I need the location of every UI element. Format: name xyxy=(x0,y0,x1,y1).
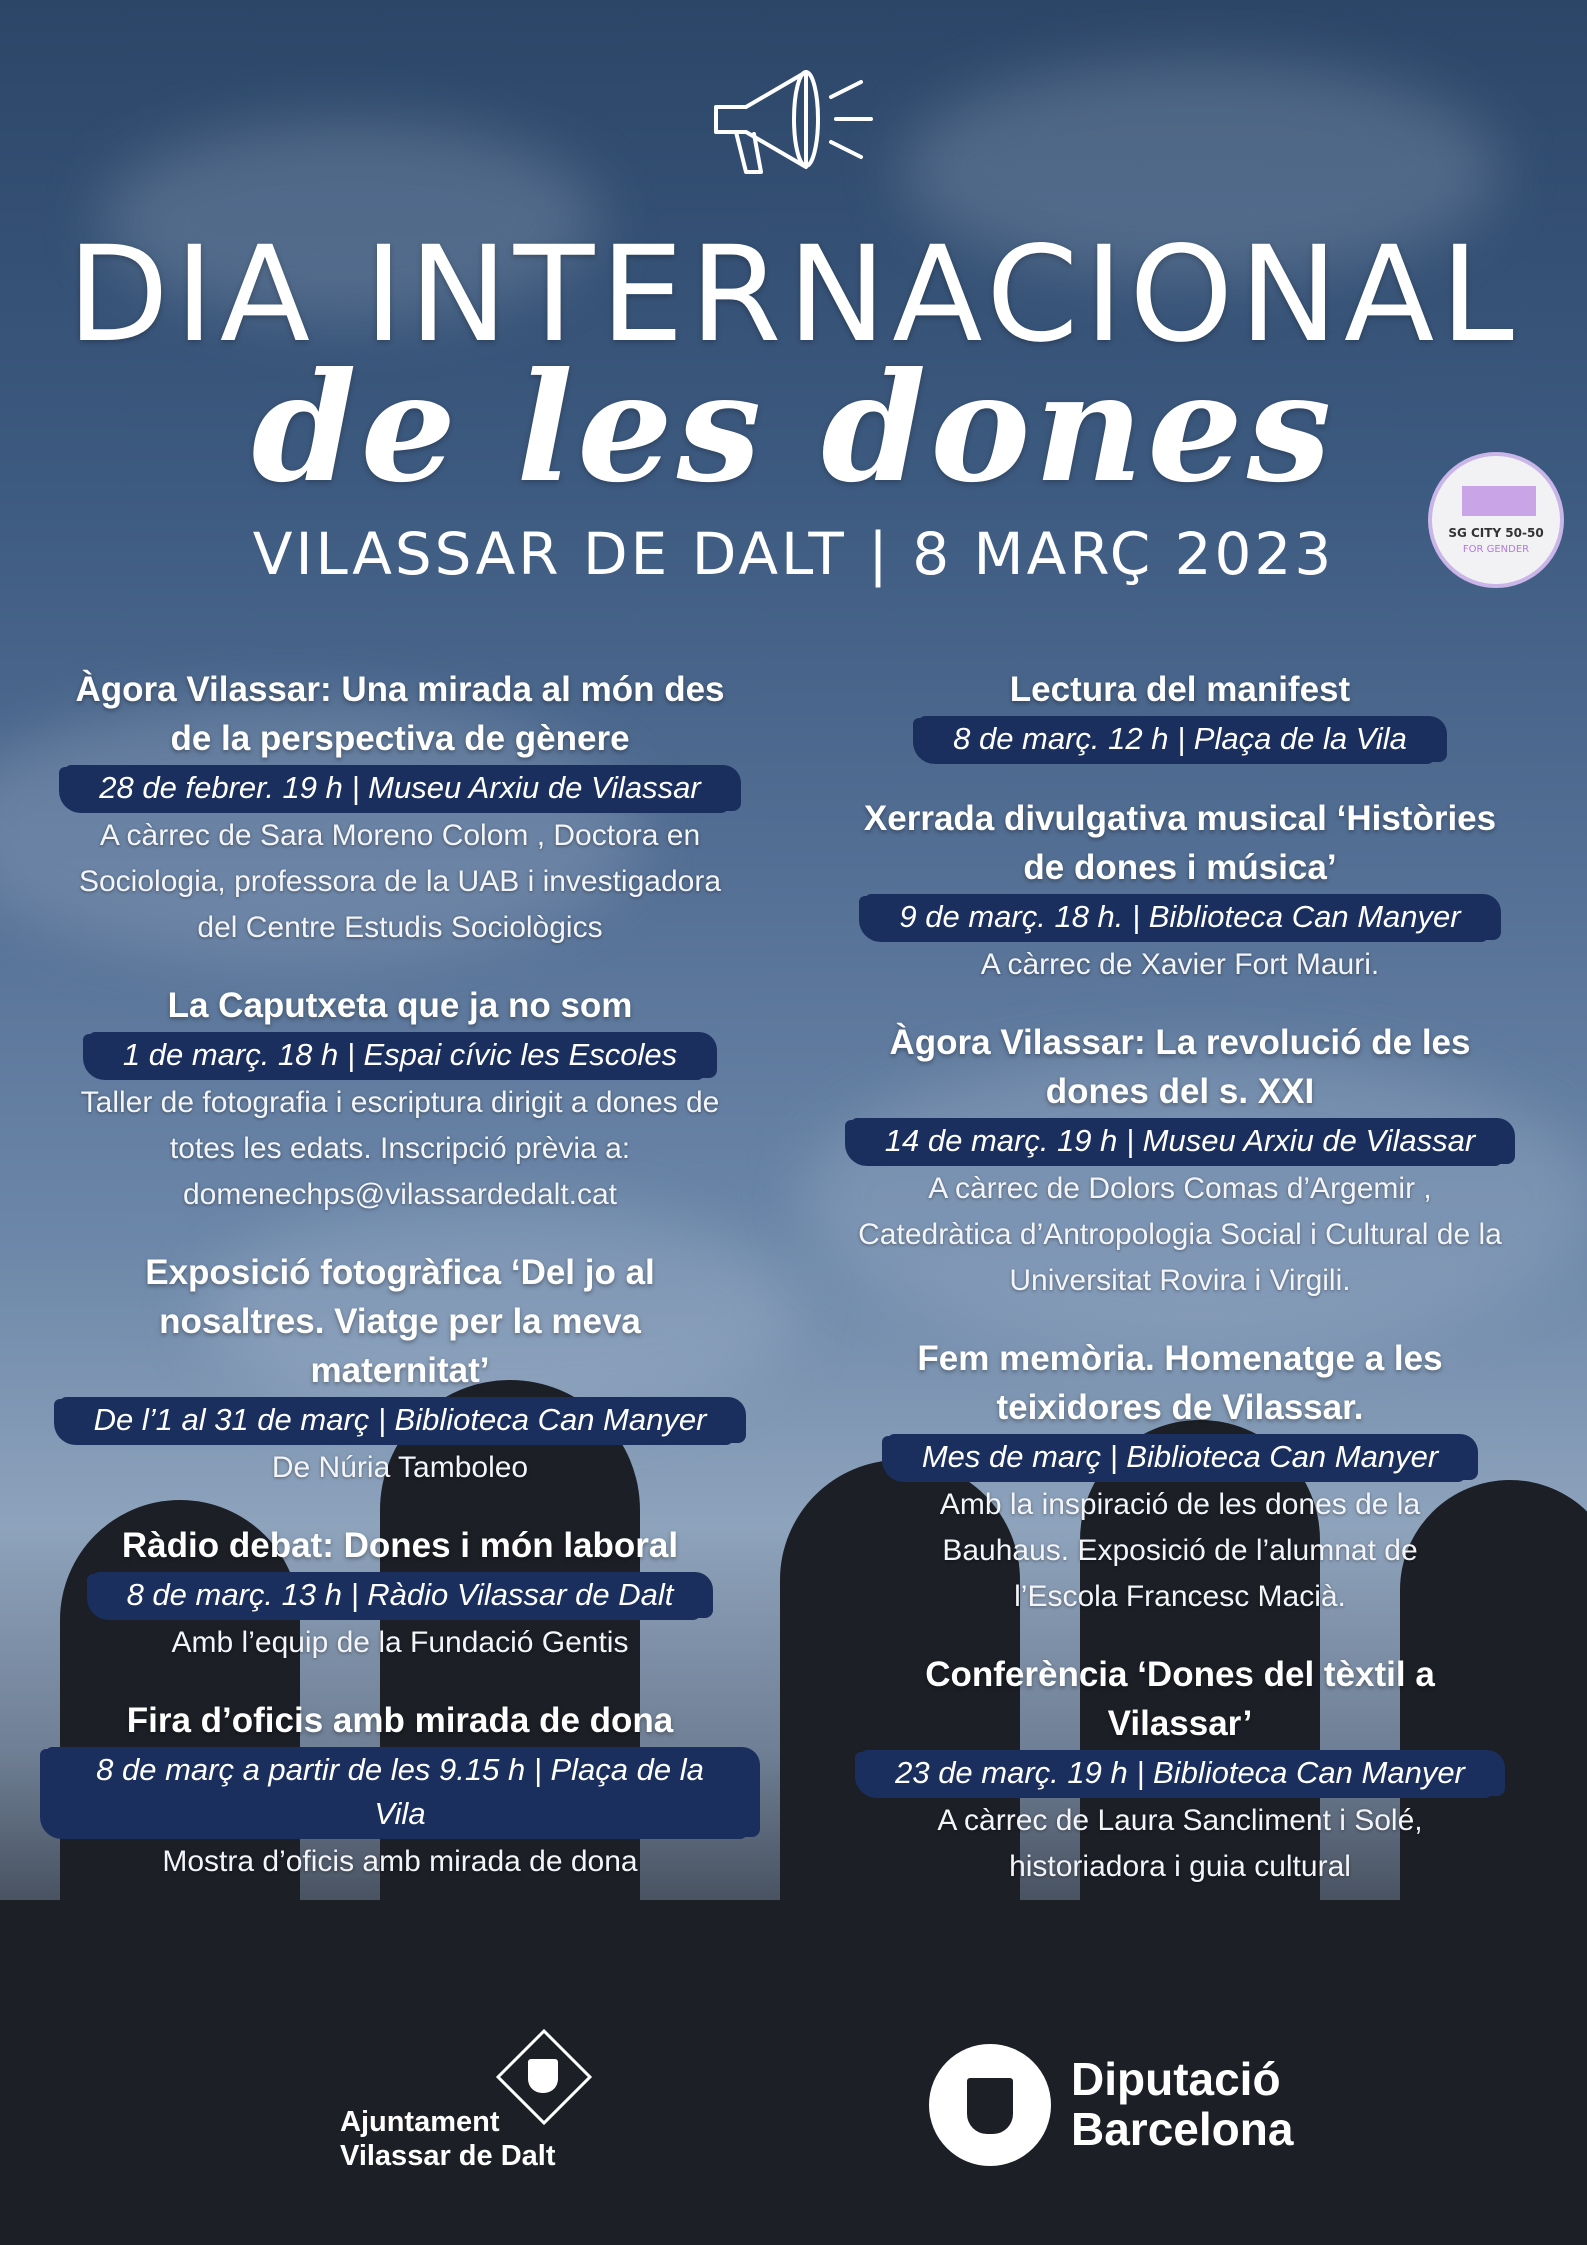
event-description: Mostra d’oficis amb mirada de dona xyxy=(162,1845,638,1878)
event xyxy=(800,665,1560,764)
event-title: Xerrada divulgativa musical ‘Històries de dones i música’ xyxy=(863,799,1497,887)
event-description: De Núria Tamboleo xyxy=(271,1451,529,1484)
subtitle: VILASSAR DE DALT | 8 MARÇ 2023 xyxy=(252,520,1335,588)
event-title: Àgora Vilassar: Una mirada al món des de la perspectiva de gènere xyxy=(75,670,725,758)
ajuntament-logo xyxy=(340,2035,600,2175)
event xyxy=(800,1334,1560,1620)
event-date: 8 de març. 12 h | Plaça de la Vila xyxy=(919,716,1441,762)
event-title: Conferència ‘Dones del tèxtil a Vilassar’ xyxy=(925,1655,1435,1743)
ajuntament-line2: Vilassar de Dalt xyxy=(340,2140,556,2172)
event-date: 28 de febrer. 19 h | Museu Arxiu de Vilassar xyxy=(65,765,734,811)
event xyxy=(20,1248,780,1491)
event-title: Lectura del manifest xyxy=(1009,670,1351,709)
event-date: 9 de març. 18 h. | Biblioteca Can Manyer xyxy=(865,894,1494,940)
diputacio-line1: Diputació xyxy=(1071,2053,1281,2105)
ajuntament-line1: Ajuntament xyxy=(340,2106,500,2138)
event-title: La Caputxeta que ja no som xyxy=(167,986,633,1025)
event-date: Mes de març | Biblioteca Can Manyer xyxy=(888,1434,1472,1480)
diputacio-logo xyxy=(925,2040,1325,2170)
event-description: A càrrec de Dolors Comas d’Argemir , Catedràtica d’Antropologia Social i Cultural de la Universitat Rovira i Virgili. xyxy=(858,1172,1502,1297)
event xyxy=(800,1650,1560,1890)
event-title: Ràdio debat: Dones i món laboral xyxy=(121,1526,679,1565)
event-title: Exposició fotogràfica ‘Del jo al nosaltres. Viatge per la meva maternitat’ xyxy=(145,1253,655,1390)
event-description: A càrrec de Sara Moreno Colom , Doctora en Sociologia, professora de la UAB i investigadora del Centre Estudis Sociològics xyxy=(78,819,722,944)
event-date: 8 de març a partir de les 9.15 h | Plaça de la Vila xyxy=(46,1747,754,1837)
event-title: Àgora Vilassar: La revolució de les dones del s. XXI xyxy=(889,1023,1471,1111)
event-date: 23 de març. 19 h | Biblioteca Can Manyer xyxy=(861,1750,1499,1796)
event xyxy=(800,1018,1560,1304)
title-line1: DIA INTERNACIONAL xyxy=(67,218,1520,372)
event-description: Amb la inspiració de les dones de la Bauhaus. Exposició de l’alumnat de l’Escola Francesc Macià. xyxy=(939,1488,1421,1613)
right-events xyxy=(800,665,1560,1920)
seal-text: SG CITY 50-50 xyxy=(1448,526,1544,540)
event-date: 8 de març. 13 h | Ràdio Vilassar de Dalt xyxy=(93,1572,708,1618)
seal-icon xyxy=(1428,452,1564,588)
event xyxy=(20,1696,780,1885)
seal-subtext: FOR GENDER xyxy=(1462,544,1530,555)
event-date: 14 de març. 19 h | Museu Arxiu de Vilassar xyxy=(851,1118,1509,1164)
event xyxy=(20,665,780,951)
event xyxy=(800,794,1560,988)
event xyxy=(20,981,780,1218)
event-date: 1 de març. 18 h | Espai cívic les Escoles xyxy=(89,1032,711,1078)
diputacio-line2: Barcelona xyxy=(1071,2103,1294,2155)
event xyxy=(20,1521,780,1666)
title-line2: de les dones xyxy=(251,340,1336,516)
event-description: Amb l’equip de la Fundació Gentis xyxy=(171,1626,629,1659)
event-title: Fira d’oficis amb mirada de dona xyxy=(126,1701,674,1740)
event-description: A càrrec de Xavier Fort Mauri. xyxy=(980,948,1380,981)
megaphone-icon xyxy=(706,62,876,182)
event-title: Fem memòria. Homenatge a les teixidores de Vilassar. xyxy=(917,1339,1443,1427)
event-description: Taller de fotografia i escriptura dirigit a dones de totes les edats. Inscripció prèvia a: domenechps@vilassardedalt.cat xyxy=(80,1086,720,1211)
event-date: De l’1 al 31 de març | Biblioteca Can Manyer xyxy=(60,1397,741,1443)
event-description: A càrrec de Laura Sancliment i Solé, historiadora i guia cultural xyxy=(937,1804,1423,1883)
left-events xyxy=(20,665,780,1915)
